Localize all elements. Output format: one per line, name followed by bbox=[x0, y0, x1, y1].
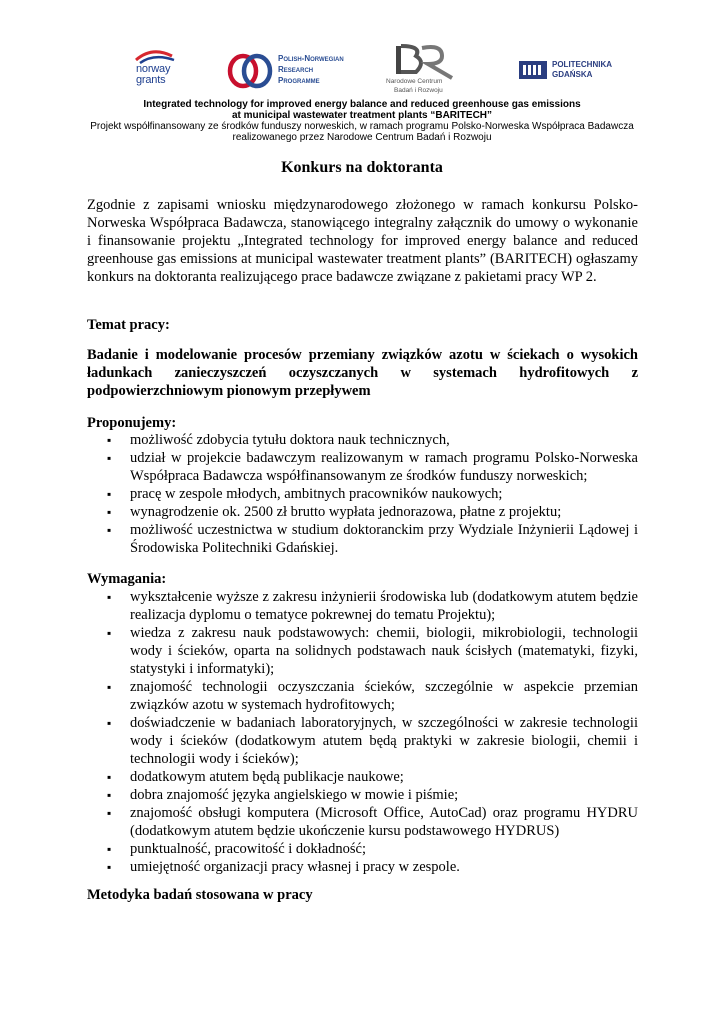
requirements-list bbox=[87, 588, 638, 876]
logo-bar bbox=[0, 44, 724, 100]
pnr-text bbox=[278, 53, 344, 86]
offer-list-item: ▪ udział w projekcie badawczym realizowanym w ramach programu Polsko-Norweska Współpraca Badawcza współfinansowanym ze środków funduszy norweskich; bbox=[87, 449, 638, 485]
offer-list-item: ▪ możliwość uczestnictwa w studium doktoranckim przy Wydziale Inżynierii Lądowej i Środowiska Politechniki Gdańskiej. bbox=[87, 521, 638, 557]
pnr-line2: Research bbox=[278, 65, 314, 74]
requirements-list-item: ▪ punktualność, pracowitość i dokładność; bbox=[87, 840, 638, 858]
requirements-list-item: ▪ znajomość obsługi komputera (Microsoft Office, AutoCad) oraz programu HYDRU (dodatkowym atutem będzie ukończenie kursu podstawowego HYDRUS) bbox=[87, 804, 638, 840]
offer-list-item: ▪ możliwość zdobycia tytułu doktora nauk technicznych, bbox=[87, 431, 638, 449]
offer-list-item: ▪ wynagrodzenie ok. 2500 zł brutto wypłata jednorazowa, płatne z projektu; bbox=[87, 503, 638, 521]
offer-list-item: ▪ pracę w zespole młodych, ambitnych pracowników naukowych; bbox=[87, 485, 638, 503]
methodology-heading: Metodyka badań stosowana w pracy bbox=[87, 887, 313, 903]
header-project-title-line2: at municipal wastewater treatment plants “BARITECH” bbox=[231, 110, 493, 121]
polish-norwegian-research-logo bbox=[226, 50, 361, 94]
topic-heading: Temat pracy: bbox=[87, 317, 170, 333]
pnr-line1: Polish-Norwegian bbox=[278, 54, 344, 63]
requirements-list-item: ▪ umiejętność organizacji pracy własnej i pracy w zespole. bbox=[87, 858, 638, 876]
pg-text bbox=[552, 60, 612, 80]
topic-text: Badanie i modelowanie procesów przemiany związków azotu w ściekach o wysokich ładunkach zanieczyszczeń oczyszczanych w systemach hydrofitowych z podpowierzchniowym pionowym przepływem bbox=[87, 347, 638, 399]
requirements-list-item: ▪ wykształcenie wyższe z zakresu inżynierii środowiska lub (dodatkowym atutem będzie realizacja dyplomu o tematyce pokrewnej do tematu Projektu); bbox=[87, 588, 638, 624]
header-ncbr-line: realizowanego przez Narodowe Centrum Badań i Rozwoju bbox=[232, 132, 492, 143]
requirements-list-item: ▪ znajomość technologii oczyszczania ścieków, szczególnie w aspekcie przemian związków azotu w systemach hydrofitowych; bbox=[87, 678, 638, 714]
ncbr-line2: Badań i Rozwoju bbox=[394, 87, 443, 94]
requirements-list-item: ▪ wiedza z zakresu nauk podstawowych: chemii, biologii, mikrobiologii, technologii wody i ścieków, oparta na solidnych podstawach nauk ścisłych (matematyki, fizyki, statystyki i informatyki); bbox=[87, 624, 638, 678]
offer-list bbox=[87, 431, 638, 557]
requirements-list-item: ▪ doświadczenie w badaniach laboratoryjnych, w szczególności w zakresie technologii wody i ścieków (dodatkowym atutem będą praktyki w zakresie biologii, chemii i technologii wody i ścieków); bbox=[87, 714, 638, 768]
politechnika-gdanska-logo bbox=[518, 56, 628, 86]
pnr-line3: Programme bbox=[278, 76, 320, 85]
ncbr-line1: Narodowe Centrum bbox=[386, 78, 443, 85]
requirements-list-item: ▪ dobra znajomość języka angielskiego w mowie i piśmie; bbox=[87, 786, 638, 804]
offer-heading: Proponujemy: bbox=[87, 415, 177, 431]
page-title: Konkurs na doktoranta bbox=[281, 159, 443, 176]
requirements-heading: Wymagania: bbox=[87, 571, 167, 587]
pg-building-icon bbox=[518, 58, 548, 82]
pnr-rings-icon bbox=[226, 52, 276, 92]
norway-grants-line2: grants bbox=[136, 74, 166, 86]
pg-line2: GDAŃSKA bbox=[552, 70, 593, 79]
header-cofinancing-line: Projekt współfinansowany ze środków funduszy norweskich, w ramach programu Polsko-Norweska Współpraca Badawcza bbox=[90, 121, 634, 132]
intro-paragraph: Zgodnie z zapisami wniosku międzynarodowego złożonego w ramach konkursu Polsko-Norweska Współpraca Badawcza, stanowiącego integralny załącznik do umowy o wykonanie i finansowanie projektu „Integrated technology for improved energy balance and reduced greenhouse gas emissions at municipal wastewater treatment plants” (BARITECH) ogłaszamy konkurs na doktoranta realizującego prace badawcze związane z pakietami pracy WP 2. bbox=[87, 197, 638, 285]
norway-grants-line1: norway bbox=[136, 63, 171, 75]
requirements-list-item: ▪ dodatkowym atutem będą publikacje naukowe; bbox=[87, 768, 638, 786]
header-project-title-line1: Integrated technology for improved energy balance and reduced greenhouse gas emissions bbox=[143, 99, 581, 110]
ncbr-br-emblem-icon bbox=[392, 44, 472, 80]
norway-grants-logo bbox=[128, 48, 184, 94]
ncbr-logo bbox=[384, 44, 474, 98]
pg-line1: POLITECHNIKA bbox=[552, 60, 612, 69]
